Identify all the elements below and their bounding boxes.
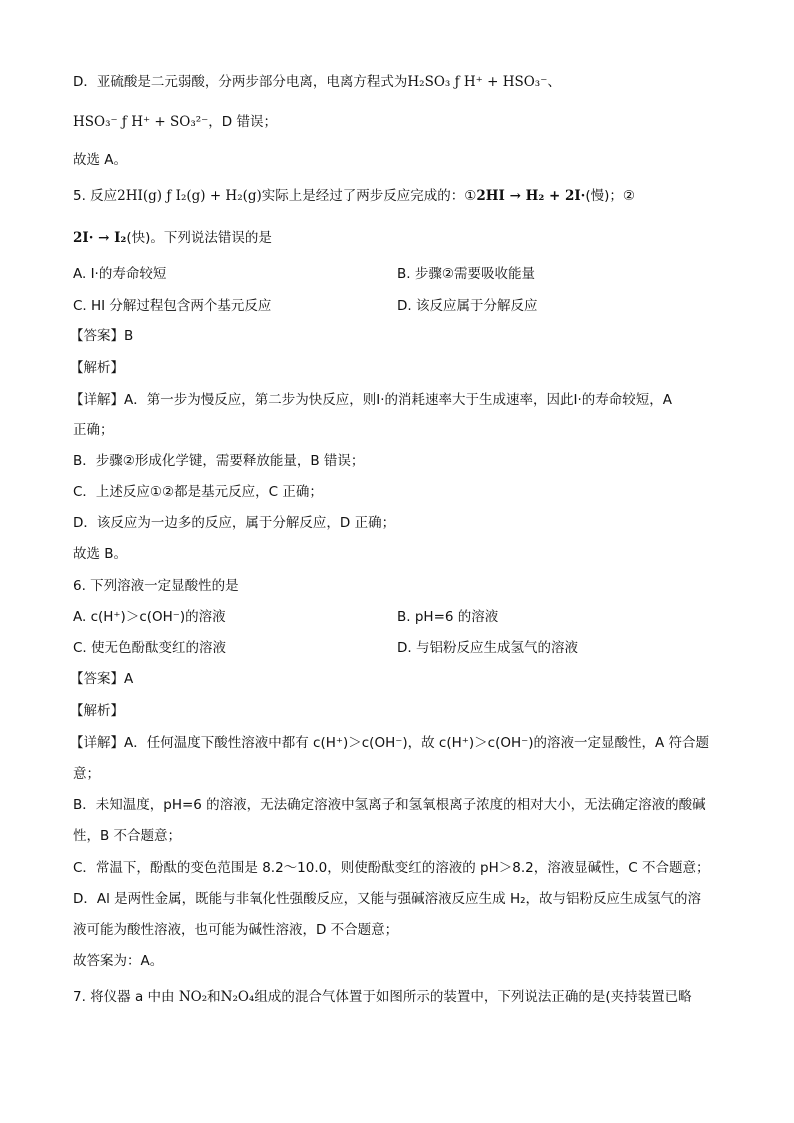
q6-detail-c: C．常温下，酚酞的变色范围是 8.2～10.0，则使酚酞变红的溶液的 pH＞8.2，溶液显碱性，C 不合题意； [73,860,710,876]
q6-detail-d-cont: 液可能为酸性溶液，也可能为碱性溶液，D 不合题意； [73,922,399,938]
q6-option-b: B. pH=6 的溶液 [397,609,499,625]
equation: 2I· → I₂ [73,230,127,246]
q5-option-c: C. HI 分解过程包含两个基元反应 [73,298,272,314]
q5-detail-a: 【详解】A．第一步为慢反应，第二步为快反应，则I·的消耗速率大于生成速率，因此I·的寿命较短，A [70,392,673,408]
q5-detail-a-cont: 正确； [73,422,114,438]
q6-detail-b-cont: 性，B 不合题意； [73,828,182,844]
q6-stem: 6. 下列溶液一定显酸性的是 [73,578,239,594]
q6-option-a: A. c(H⁺)＞c(OH⁻)的溶液 [73,609,226,625]
q6-detail-a-cont: 意； [73,766,100,782]
q6-answer: 【答案】A [70,671,134,687]
q6-detail-a: 【详解】A．任何温度下酸性溶液中都有 c(H⁺)＞c(OH⁻)，故 c(H⁺)＞c(OH⁻)的溶液一定显酸性，A 符合题 [70,735,710,751]
equation: H₂SO₃ ƒ H⁺ + HSO₃⁻、 [407,74,561,90]
equation: 2HI → H₂ + 2I· [476,188,586,204]
q5-option-b: B. 步骤②需要吸收能量 [397,266,535,282]
q6-analysis-heading: 【解析】 [70,703,124,719]
text: 7. 将仪器 a 中由 [73,989,175,1005]
q5-stem [73,186,734,206]
q5-analysis-heading: 【解析】 [70,360,124,376]
q5-detail-d: D．该反应为一边多的反应，属于分解反应，D 正确； [73,515,396,531]
q5-option-a: A. I·的寿命较短 [73,266,167,282]
q5-detail-c: C．上述反应①②都是基元反应，C 正确； [73,484,323,500]
text: 实际上是经过了两步反应完成的：① [261,188,477,204]
q4-explanation-d-line [73,72,734,92]
q6-option-c: C. 使无色酚酞变红的溶液 [73,640,227,656]
q5-answer: 【答案】B [70,328,134,344]
text: ，D 错误； [208,114,277,130]
text: D．亚硫酸是二元弱酸，分两步部分电离，电离方程式为 [73,74,408,90]
formula-no2: NO₂ [178,989,208,1005]
equation: HSO₃⁻ ƒ H⁺ + SO₃²⁻ [73,114,209,130]
q6-detail-d: D．Al 是两性金属，既能与非氧化性强酸反应，又能与强碱溶液反应生成 H₂，故与铝粉反应生成氢气的溶 [73,891,702,907]
q4-explanation-d-line2 [73,112,734,132]
formula-n2o4: N₂O₄ [220,989,255,1005]
q4-conclusion: 故选 A。 [73,152,128,168]
q5-option-d: D. 该反应属于分解反应 [397,298,538,314]
text: 组成的混合气体置于如图所示的装置中，下列说法正确的是(夹持装置已略 [254,989,692,1005]
text: 5. 反应 [73,188,118,204]
q6-conclusion: 故答案为：A。 [73,953,164,969]
equation: 2HI(g) ƒ I₂(g) + H₂(g) [117,188,262,204]
q5-stem-line2 [73,228,734,248]
text: (快)。下列说法错误的是 [126,230,272,246]
text: 和 [207,989,221,1005]
q6-option-d: D. 与铝粉反应生成氢气的溶液 [397,640,578,656]
q6-detail-b: B．未知温度，pH=6 的溶液，无法确定溶液中氢离子和氢氧根离子浓度的相对大小，无法确定溶液的酸碱 [73,797,706,813]
q7-stem [73,987,734,1007]
q5-detail-b: B．步骤②形成化学键，需要释放能量，B 错误； [73,453,365,469]
text: (慢)；② [585,188,636,204]
q5-conclusion: 故选 B。 [73,546,128,562]
